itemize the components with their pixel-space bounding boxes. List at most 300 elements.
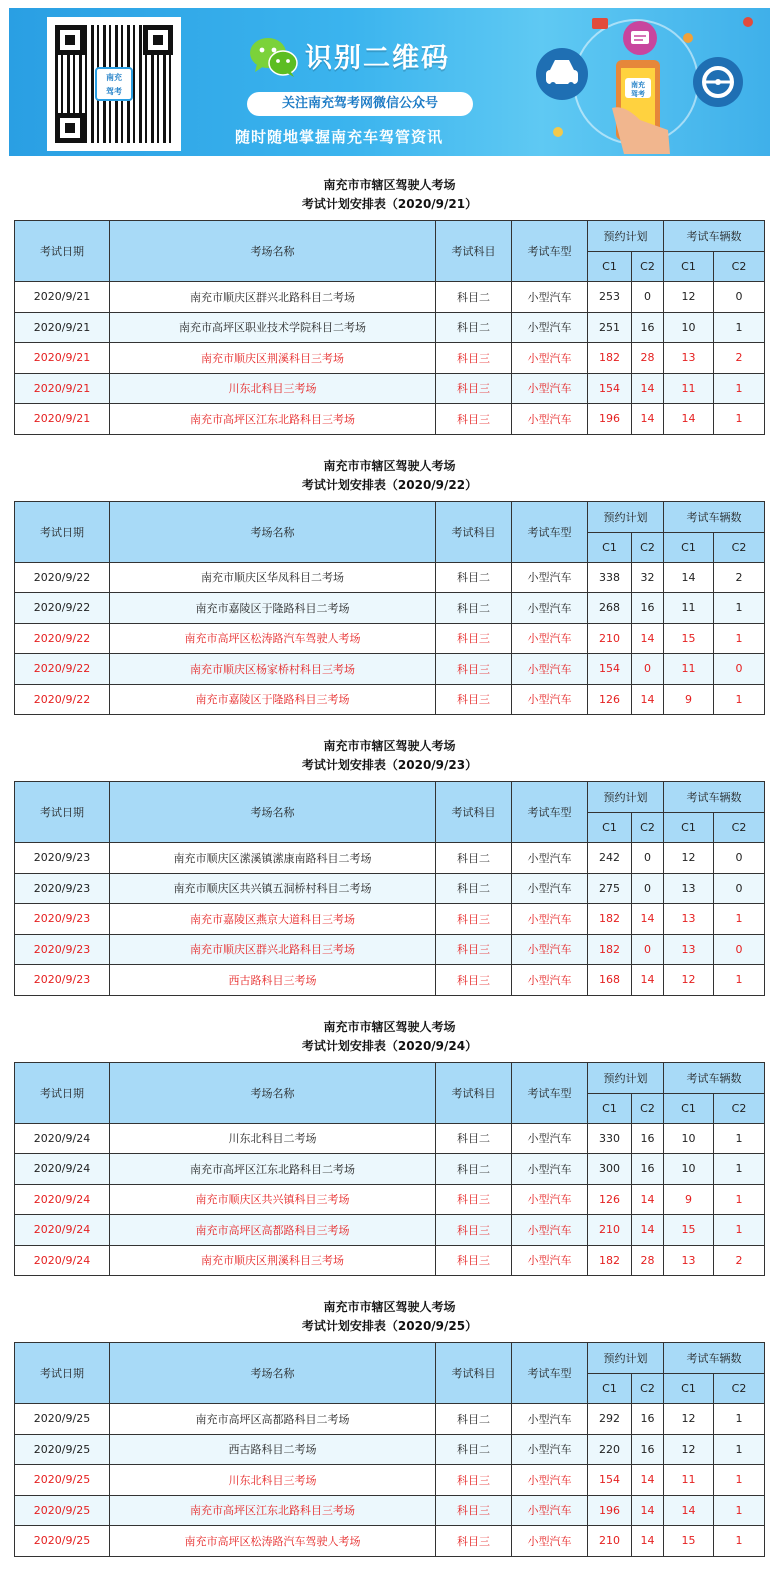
section-subtitle: 考试计划安排表（2020/9/25） <box>301 1319 478 1333</box>
header-date: 考试日期 <box>15 1343 110 1404</box>
cell-date: 2020/9/22 <box>15 684 110 715</box>
cell-vehicle: 小型汽车 <box>512 965 588 996</box>
cell-cars-c1: 12 <box>664 1434 714 1465</box>
cell-plan-c1: 338 <box>588 562 632 593</box>
header-cars-c2: C2 <box>714 252 765 282</box>
cell-vehicle: 小型汽车 <box>512 404 588 435</box>
cell-subject: 科目二 <box>436 873 512 904</box>
cell-plan-c1: 126 <box>588 684 632 715</box>
cell-subject: 科目三 <box>436 654 512 685</box>
cell-plan-c2: 28 <box>632 1245 664 1276</box>
cell-date: 2020/9/21 <box>15 373 110 404</box>
cell-date: 2020/9/22 <box>15 562 110 593</box>
cell-plan-c2: 0 <box>632 843 664 874</box>
cell-date: 2020/9/25 <box>15 1404 110 1435</box>
svg-text:南充: 南充 <box>631 81 645 89</box>
cell-date: 2020/9/21 <box>15 312 110 343</box>
table-row <box>15 1404 765 1435</box>
section-gap <box>0 435 779 457</box>
chat-icon <box>623 21 657 55</box>
cell-venue: 南充市高坪区高都路科目二考场 <box>110 1404 436 1435</box>
cell-date: 2020/9/22 <box>15 593 110 624</box>
cell-subject: 科目三 <box>436 1526 512 1557</box>
cell-vehicle: 小型汽车 <box>512 843 588 874</box>
header-cars: 考试车辆数 <box>664 1343 765 1374</box>
cell-plan-c2: 14 <box>632 373 664 404</box>
cell-venue: 南充市顺庆区群兴北路科目三考场 <box>110 934 436 965</box>
cell-plan-c2: 14 <box>632 1465 664 1496</box>
dot-icon <box>743 17 753 27</box>
section-gap <box>0 996 779 1018</box>
header-plan: 预约计划 <box>588 1062 664 1093</box>
cell-cars-c2: 2 <box>714 1245 765 1276</box>
cell-plan-c1: 210 <box>588 1215 632 1246</box>
cell-plan-c2: 0 <box>632 282 664 313</box>
cell-cars-c1: 12 <box>664 1404 714 1435</box>
section-gap <box>0 715 779 737</box>
cell-subject: 科目二 <box>436 1434 512 1465</box>
header-date: 考试日期 <box>15 221 110 282</box>
cell-plan-c2: 16 <box>632 593 664 624</box>
cell-plan-c2: 0 <box>632 873 664 904</box>
cell-plan-c1: 154 <box>588 373 632 404</box>
cell-vehicle: 小型汽车 <box>512 934 588 965</box>
cell-venue: 南充市高坪区江东北路科目三考场 <box>110 404 436 435</box>
qr-center-logo <box>95 67 133 101</box>
header-plan-c2: C2 <box>632 813 664 843</box>
cell-cars-c1: 13 <box>664 904 714 935</box>
cell-vehicle: 小型汽车 <box>512 1404 588 1435</box>
table-row <box>15 934 765 965</box>
cell-vehicle: 小型汽车 <box>512 1245 588 1276</box>
cell-vehicle: 小型汽车 <box>512 1123 588 1154</box>
qr-finder-pattern <box>55 25 85 55</box>
table-row <box>15 312 765 343</box>
table-row <box>15 1123 765 1154</box>
header-subject: 考试科目 <box>436 1062 512 1123</box>
cell-venue: 南充市嘉陵区于隆路科目二考场 <box>110 593 436 624</box>
cell-subject: 科目三 <box>436 934 512 965</box>
cell-vehicle: 小型汽车 <box>512 562 588 593</box>
header-cars-c2: C2 <box>714 1374 765 1404</box>
schedule-section <box>0 176 779 435</box>
cell-venue: 南充市顺庆区华凤科目二考场 <box>110 562 436 593</box>
header-plan-c2: C2 <box>632 252 664 282</box>
header-cars-c1: C1 <box>664 813 714 843</box>
cell-plan-c1: 182 <box>588 1245 632 1276</box>
cell-cars-c1: 15 <box>664 623 714 654</box>
cell-cars-c2: 0 <box>714 843 765 874</box>
table-row <box>15 593 765 624</box>
schedule-table <box>14 220 765 435</box>
header-cars-c1: C1 <box>664 252 714 282</box>
cell-cars-c2: 1 <box>714 1434 765 1465</box>
table-row <box>15 904 765 935</box>
cell-plan-c2: 0 <box>632 654 664 685</box>
cell-plan-c1: 330 <box>588 1123 632 1154</box>
cell-cars-c2: 1 <box>714 1495 765 1526</box>
cell-venue: 南充市高坪区松涛路汽车驾驶人考场 <box>110 623 436 654</box>
cell-vehicle: 小型汽车 <box>512 1215 588 1246</box>
cell-plan-c1: 154 <box>588 1465 632 1496</box>
schedule-table <box>14 781 765 996</box>
cell-vehicle: 小型汽车 <box>512 1495 588 1526</box>
cell-plan-c1: 154 <box>588 654 632 685</box>
cell-cars-c1: 11 <box>664 1465 714 1496</box>
table-row <box>15 1215 765 1246</box>
dot-icon <box>683 33 693 43</box>
cell-cars-c1: 10 <box>664 1154 714 1185</box>
cell-subject: 科目三 <box>436 965 512 996</box>
cell-plan-c2: 0 <box>632 934 664 965</box>
schedule-table <box>14 1342 765 1557</box>
schedule-sections <box>0 176 779 1557</box>
schedule-table <box>14 1062 765 1277</box>
cell-date: 2020/9/25 <box>15 1526 110 1557</box>
cell-plan-c1: 242 <box>588 843 632 874</box>
cell-venue: 南充市顺庆区群兴北路科目二考场 <box>110 282 436 313</box>
cell-cars-c1: 12 <box>664 282 714 313</box>
cell-subject: 科目三 <box>436 1495 512 1526</box>
cell-cars-c2: 2 <box>714 562 765 593</box>
header-cars: 考试车辆数 <box>664 782 765 813</box>
cell-cars-c1: 15 <box>664 1526 714 1557</box>
header-cars-c1: C1 <box>664 532 714 562</box>
cell-cars-c2: 1 <box>714 1184 765 1215</box>
qr-logo-line: 驾考 <box>106 87 122 96</box>
cell-venue: 南充市顺庆区共兴镇科目三考场 <box>110 1184 436 1215</box>
cell-cars-c1: 9 <box>664 684 714 715</box>
banner-subtitle: 随时随地掌握南充车驾管资讯 <box>235 128 444 146</box>
cell-cars-c2: 0 <box>714 654 765 685</box>
phone-hand-icon <box>612 60 670 154</box>
header-subject: 考试科目 <box>436 1343 512 1404</box>
cell-cars-c2: 1 <box>714 623 765 654</box>
cell-cars-c2: 2 <box>714 343 765 374</box>
table-row <box>15 684 765 715</box>
section-subtitle: 考试计划安排表（2020/9/22） <box>301 477 478 492</box>
cell-date: 2020/9/23 <box>15 965 110 996</box>
cell-date: 2020/9/23 <box>15 873 110 904</box>
cell-venue: 南充市高坪区松涛路汽车驾驶人考场 <box>110 1526 436 1557</box>
cell-vehicle: 小型汽车 <box>512 1184 588 1215</box>
cell-vehicle: 小型汽车 <box>512 593 588 624</box>
cell-plan-c2: 28 <box>632 343 664 374</box>
table-row <box>15 1465 765 1496</box>
table-row <box>15 1434 765 1465</box>
header-venue: 考场名称 <box>110 501 436 562</box>
table-row <box>15 1154 765 1185</box>
table-row <box>15 282 765 313</box>
cell-vehicle: 小型汽车 <box>512 343 588 374</box>
cell-cars-c1: 10 <box>664 1123 714 1154</box>
cell-venue: 南充市高坪区高都路科目三考场 <box>110 1215 436 1246</box>
header-venue: 考场名称 <box>110 1062 436 1123</box>
cell-venue: 川东北科目三考场 <box>110 1465 436 1496</box>
table-row <box>15 965 765 996</box>
cell-cars-c2: 1 <box>714 1526 765 1557</box>
cell-vehicle: 小型汽车 <box>512 1465 588 1496</box>
cell-subject: 科目三 <box>436 684 512 715</box>
header-venue: 考场名称 <box>110 221 436 282</box>
cell-cars-c2: 1 <box>714 904 765 935</box>
cell-date: 2020/9/22 <box>15 623 110 654</box>
cell-venue: 南充市高坪区职业技术学院科目二考场 <box>110 312 436 343</box>
table-row <box>15 1526 765 1557</box>
table-row <box>15 343 765 374</box>
cell-subject: 科目二 <box>436 1404 512 1435</box>
cell-venue: 南充市顺庆区荆溪科目三考场 <box>110 1245 436 1276</box>
cell-plan-c1: 196 <box>588 404 632 435</box>
table-row <box>15 1184 765 1215</box>
cell-cars-c1: 12 <box>664 843 714 874</box>
header-cars-c2: C2 <box>714 1093 765 1123</box>
cell-plan-c2: 14 <box>632 1526 664 1557</box>
badge-icon <box>592 18 608 29</box>
cell-vehicle: 小型汽车 <box>512 1526 588 1557</box>
header-vehicle: 考试车型 <box>512 1062 588 1123</box>
header-subject: 考试科目 <box>436 501 512 562</box>
cell-subject: 科目三 <box>436 1215 512 1246</box>
header-cars-c2: C2 <box>714 532 765 562</box>
table-row <box>15 843 765 874</box>
cell-plan-c1: 251 <box>588 312 632 343</box>
cell-cars-c1: 14 <box>664 404 714 435</box>
cell-date: 2020/9/21 <box>15 282 110 313</box>
cell-vehicle: 小型汽车 <box>512 312 588 343</box>
header-plan-c1: C1 <box>588 813 632 843</box>
header-vehicle: 考试车型 <box>512 1343 588 1404</box>
cell-plan-c1: 182 <box>588 904 632 935</box>
schedule-section <box>0 1018 779 1277</box>
steering-wheel-icon <box>693 57 743 107</box>
cell-cars-c1: 11 <box>664 654 714 685</box>
cell-cars-c1: 13 <box>664 1245 714 1276</box>
header-plan-c1: C1 <box>588 1093 632 1123</box>
cell-plan-c2: 14 <box>632 623 664 654</box>
section-title: 南充市市辖区驾驶人考场 <box>323 1300 456 1314</box>
cell-cars-c1: 9 <box>664 1184 714 1215</box>
cell-subject: 科目三 <box>436 404 512 435</box>
cell-subject: 科目三 <box>436 1245 512 1276</box>
header-cars-c1: C1 <box>664 1093 714 1123</box>
header-vehicle: 考试车型 <box>512 782 588 843</box>
header-vehicle: 考试车型 <box>512 221 588 282</box>
qr-code[interactable] <box>47 17 181 151</box>
table-row <box>15 1245 765 1276</box>
wechat-icon <box>249 36 299 78</box>
cell-date: 2020/9/24 <box>15 1154 110 1185</box>
qr-finder-pattern <box>55 113 85 143</box>
cell-cars-c1: 14 <box>664 562 714 593</box>
header-subject: 考试科目 <box>436 782 512 843</box>
cell-plan-c2: 14 <box>632 1495 664 1526</box>
table-row <box>15 654 765 685</box>
cell-venue: 南充市顺庆区荆溪科目三考场 <box>110 343 436 374</box>
cell-venue: 南充市顺庆区杨家桥村科目三考场 <box>110 654 436 685</box>
cell-plan-c2: 14 <box>632 965 664 996</box>
cell-vehicle: 小型汽车 <box>512 654 588 685</box>
cell-subject: 科目二 <box>436 843 512 874</box>
cell-date: 2020/9/25 <box>15 1495 110 1526</box>
cell-subject: 科目二 <box>436 562 512 593</box>
cell-cars-c1: 12 <box>664 965 714 996</box>
header-plan-c1: C1 <box>588 532 632 562</box>
cell-plan-c2: 32 <box>632 562 664 593</box>
cell-vehicle: 小型汽车 <box>512 373 588 404</box>
header-plan-c2: C2 <box>632 1374 664 1404</box>
svg-text:驾考: 驾考 <box>631 90 645 98</box>
cell-plan-c2: 16 <box>632 1123 664 1154</box>
cell-vehicle: 小型汽车 <box>512 282 588 313</box>
table-row <box>15 623 765 654</box>
cell-date: 2020/9/24 <box>15 1215 110 1246</box>
header-plan: 预约计划 <box>588 782 664 813</box>
cell-date: 2020/9/25 <box>15 1434 110 1465</box>
section-title: 南充市市辖区驾驶人考场 <box>323 178 456 192</box>
cell-plan-c2: 16 <box>632 312 664 343</box>
cell-plan-c1: 268 <box>588 593 632 624</box>
cell-subject: 科目二 <box>436 282 512 313</box>
header-plan: 预约计划 <box>588 501 664 532</box>
table-row <box>15 404 765 435</box>
cell-plan-c1: 182 <box>588 343 632 374</box>
cell-venue: 南充市顺庆区共兴镇五洞桥村科目二考场 <box>110 873 436 904</box>
cell-date: 2020/9/24 <box>15 1245 110 1276</box>
cell-plan-c1: 182 <box>588 934 632 965</box>
cell-date: 2020/9/23 <box>15 934 110 965</box>
section-title: 南充市市辖区驾驶人考场 <box>323 739 456 753</box>
cell-plan-c2: 16 <box>632 1434 664 1465</box>
schedule-table <box>14 501 765 716</box>
section-subtitle: 考试计划安排表（2020/9/21） <box>301 197 478 211</box>
header-plan: 预约计划 <box>588 221 664 252</box>
wechat-promo-banner[interactable] <box>9 8 770 156</box>
dot-icon <box>553 127 563 137</box>
cell-plan-c2: 14 <box>632 1215 664 1246</box>
cell-vehicle: 小型汽车 <box>512 1434 588 1465</box>
cell-subject: 科目二 <box>436 593 512 624</box>
cell-cars-c1: 10 <box>664 312 714 343</box>
qr-code-icon <box>55 25 173 143</box>
cell-venue: 西古路科目二考场 <box>110 1434 436 1465</box>
cell-date: 2020/9/23 <box>15 843 110 874</box>
cell-cars-c2: 1 <box>714 1215 765 1246</box>
cell-vehicle: 小型汽车 <box>512 684 588 715</box>
cell-plan-c2: 14 <box>632 904 664 935</box>
cell-date: 2020/9/21 <box>15 343 110 374</box>
cell-plan-c1: 300 <box>588 1154 632 1185</box>
header-plan-c1: C1 <box>588 252 632 282</box>
header-vehicle: 考试车型 <box>512 501 588 562</box>
cell-venue: 南充市顺庆区潆溪镇潆康南路科目二考场 <box>110 843 436 874</box>
cell-plan-c2: 14 <box>632 404 664 435</box>
cell-subject: 科目三 <box>436 623 512 654</box>
driving-app-illustration <box>528 12 758 154</box>
table-row <box>15 873 765 904</box>
cell-cars-c2: 1 <box>714 1404 765 1435</box>
header-venue: 考场名称 <box>110 782 436 843</box>
header-plan-c2: C2 <box>632 1093 664 1123</box>
header-plan-c1: C1 <box>588 1374 632 1404</box>
header-cars-c2: C2 <box>714 813 765 843</box>
cell-cars-c2: 1 <box>714 1465 765 1496</box>
header-plan: 预约计划 <box>588 1343 664 1374</box>
cell-subject: 科目三 <box>436 1465 512 1496</box>
header-cars: 考试车辆数 <box>664 221 765 252</box>
schedule-section <box>0 737 779 996</box>
cell-cars-c2: 0 <box>714 282 765 313</box>
cell-subject: 科目二 <box>436 312 512 343</box>
cell-plan-c1: 196 <box>588 1495 632 1526</box>
section-subtitle: 考试计划安排表（2020/9/24） <box>301 1038 478 1053</box>
cell-venue: 南充市嘉陵区于隆路科目三考场 <box>110 684 436 715</box>
cell-date: 2020/9/22 <box>15 654 110 685</box>
header-date: 考试日期 <box>15 1062 110 1123</box>
cell-subject: 科目二 <box>436 1123 512 1154</box>
qr-finder-pattern <box>143 25 173 55</box>
cell-plan-c2: 14 <box>632 1184 664 1215</box>
cell-plan-c1: 126 <box>588 1184 632 1215</box>
cell-subject: 科目三 <box>436 904 512 935</box>
cell-venue: 川东北科目二考场 <box>110 1123 436 1154</box>
cell-plan-c1: 275 <box>588 873 632 904</box>
cell-cars-c1: 11 <box>664 373 714 404</box>
table-row <box>15 373 765 404</box>
cell-cars-c2: 1 <box>714 1154 765 1185</box>
cell-subject: 科目二 <box>436 1154 512 1185</box>
cell-venue: 川东北科目三考场 <box>110 373 436 404</box>
header-cars: 考试车辆数 <box>664 501 765 532</box>
qr-logo-line: 南充 <box>106 73 122 82</box>
cell-plan-c1: 210 <box>588 1526 632 1557</box>
cell-cars-c1: 13 <box>664 343 714 374</box>
cell-plan-c1: 168 <box>588 965 632 996</box>
header-cars: 考试车辆数 <box>664 1062 765 1093</box>
cell-vehicle: 小型汽车 <box>512 904 588 935</box>
cell-plan-c1: 220 <box>588 1434 632 1465</box>
section-subtitle: 考试计划安排表（2020/9/23） <box>301 758 478 772</box>
cell-subject: 科目三 <box>436 373 512 404</box>
cell-cars-c1: 14 <box>664 1495 714 1526</box>
cell-date: 2020/9/24 <box>15 1123 110 1154</box>
cell-vehicle: 小型汽车 <box>512 873 588 904</box>
header-venue: 考场名称 <box>110 1343 436 1404</box>
schedule-section <box>0 457 779 716</box>
cell-subject: 科目三 <box>436 1184 512 1215</box>
cell-date: 2020/9/25 <box>15 1465 110 1496</box>
cell-cars-c1: 15 <box>664 1215 714 1246</box>
cell-plan-c1: 292 <box>588 1404 632 1435</box>
cell-cars-c1: 13 <box>664 934 714 965</box>
cell-vehicle: 小型汽车 <box>512 623 588 654</box>
cell-venue: 南充市高坪区江东北路科目二考场 <box>110 1154 436 1185</box>
header-date: 考试日期 <box>15 782 110 843</box>
cell-plan-c2: 14 <box>632 684 664 715</box>
header-date: 考试日期 <box>15 501 110 562</box>
section-title: 南充市市辖区驾驶人考场 <box>323 1019 456 1034</box>
cell-cars-c2: 1 <box>714 404 765 435</box>
cell-cars-c2: 0 <box>714 934 765 965</box>
cell-plan-c2: 16 <box>632 1154 664 1185</box>
section-gap <box>0 1276 779 1298</box>
cell-date: 2020/9/24 <box>15 1184 110 1215</box>
table-row <box>15 562 765 593</box>
schedule-section <box>0 1298 779 1557</box>
cell-plan-c1: 253 <box>588 282 632 313</box>
cell-plan-c2: 16 <box>632 1404 664 1435</box>
cell-date: 2020/9/23 <box>15 904 110 935</box>
